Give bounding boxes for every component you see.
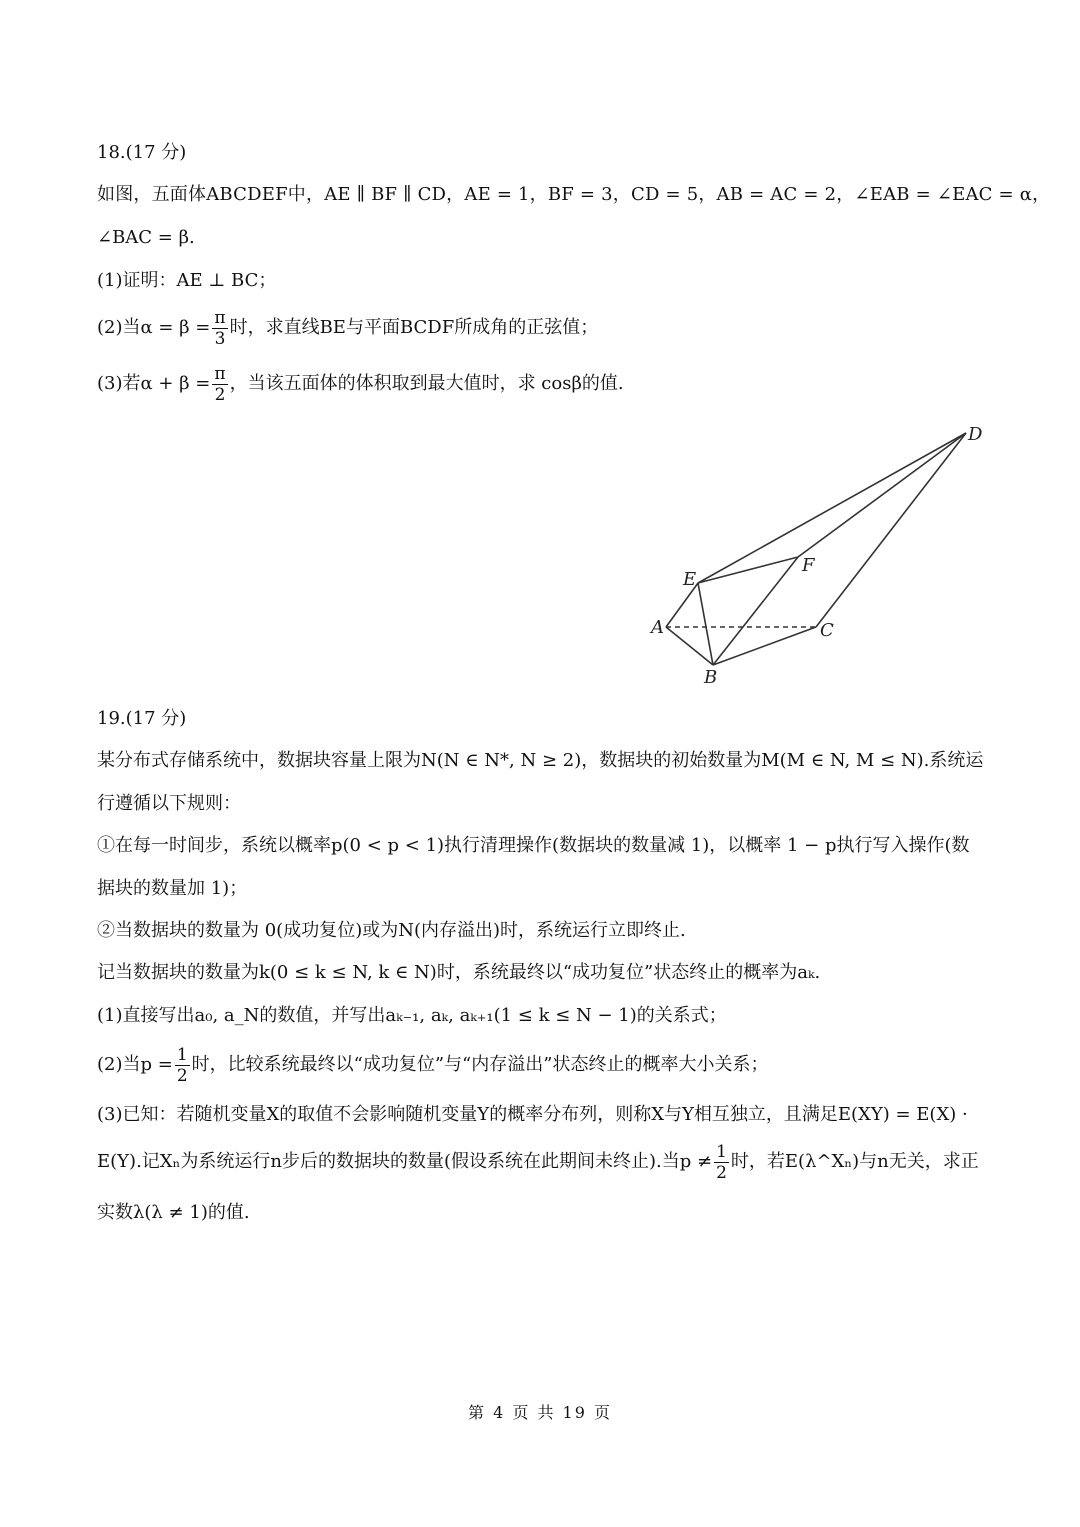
q18-part2-pre: (2)当α = β = — [97, 317, 211, 338]
q19-part3-fraction — [714, 1142, 729, 1183]
q19-part3-line3: 实数λ(λ ≠ 1)的值. — [97, 1202, 250, 1223]
pentahedron-figure — [640, 420, 1000, 695]
label-A: A — [651, 617, 664, 638]
q19-part3-line2-pre: E(Y).记Xₙ为系统运行n步后的数据块的数量(假设系统在此期间未终止).当p ≠ — [97, 1151, 713, 1172]
q18-part1: (1)证明：AE ⊥ BC； — [97, 270, 277, 291]
edge-CD — [816, 433, 966, 627]
q18-part2-fraction — [212, 308, 227, 349]
q19-part3-line1: (3)已知：若随机变量X的取值不会影响随机变量Y的概率分布列，则称X与Y相互独立，且满足E(XY) = E(X) · — [97, 1104, 968, 1125]
edge-EB — [698, 583, 713, 665]
q18-part3-pre: (3)若α + β = — [97, 373, 211, 394]
q19-rule2: ②当数据块的数量为 0(成功复位)或为N(内存溢出)时，系统运行立即终止. — [97, 920, 686, 941]
q18-part2-post: 时，求直线BE与平面BCDF所成角的正弦值； — [229, 317, 599, 338]
label-D: D — [968, 424, 983, 445]
q19-heading: 19.(17 分) — [97, 708, 187, 729]
edge-EF — [698, 557, 798, 583]
fraction-denominator: 2 — [176, 1065, 188, 1086]
edge-ED — [698, 433, 966, 583]
fraction-denominator: 2 — [214, 384, 226, 405]
label-F: F — [802, 555, 815, 576]
q19-definition: 记当数据块的数量为k(0 ≤ k ≤ N, k ∈ N)时，系统最终以“成功复位”状态终止的概率为aₖ. — [97, 962, 821, 983]
fraction-denominator: 3 — [214, 328, 226, 349]
label-B: B — [704, 667, 718, 688]
q18-stem-line1: 如图，五面体ABCDEF中，AE ∥ BF ∥ CD，AE = 1，BF = 3，CD = 5，AB = AC = 2，∠EAB = ∠EAC = α， — [97, 184, 1051, 205]
q19-part2-fraction — [175, 1045, 190, 1086]
edge-FD — [798, 433, 966, 557]
q19-rule1-line1: ①在每一时间步，系统以概率p(0 < p < 1)执行清理操作(数据块的数量减 1)，以概率 1 − p执行写入操作(数 — [97, 835, 970, 856]
q19-part1: (1)直接写出a₀, a_N的数值，并写出aₖ₋₁, aₖ, aₖ₊₁(1 ≤ k ≤ N − 1)的关系式； — [97, 1005, 727, 1026]
label-E: E — [683, 569, 697, 590]
q18-part3-post: ，当该五面体的体积取到最大值时，求 cosβ的值. — [229, 373, 624, 394]
fraction-numerator: 1 — [176, 1044, 188, 1065]
q19-part3-line2-post: 时，若E(λ^Xₙ)与n无关，求正 — [730, 1151, 979, 1172]
q19-part2-pre: (2)当p = — [97, 1054, 173, 1075]
edge-AB — [666, 627, 713, 665]
q18-stem-line2: ∠BAC = β. — [97, 227, 195, 248]
fraction-numerator: π — [214, 307, 226, 328]
q18-heading: 18.(17 分) — [97, 142, 187, 163]
fraction-numerator: 1 — [716, 1141, 727, 1162]
fraction-denominator: 2 — [716, 1162, 727, 1183]
fraction-numerator: π — [214, 363, 226, 384]
label-C: C — [820, 620, 834, 641]
q18-part3 — [97, 362, 624, 406]
q19-part2-post: 时，比较系统最终以“成功复位”与“内存溢出”状态终止的概率大小关系； — [191, 1054, 769, 1075]
q19-rule1-line2: 据块的数量加 1)； — [97, 878, 248, 899]
q18-part2 — [97, 306, 598, 350]
q18-part3-fraction — [212, 364, 227, 405]
q19-stem-line1: 某分布式存储系统中，数据块容量上限为N(N ∈ N*, N ≥ 2)，数据块的初始数量为M(M ∈ N, M ≤ N).系统运 — [97, 750, 984, 771]
page-footer: 第 4 页 共 19 页 — [468, 1403, 612, 1422]
q19-part3-line2 — [97, 1140, 979, 1184]
q19-part2 — [97, 1043, 768, 1087]
q19-stem-line2: 行遵循以下规则： — [97, 793, 241, 814]
